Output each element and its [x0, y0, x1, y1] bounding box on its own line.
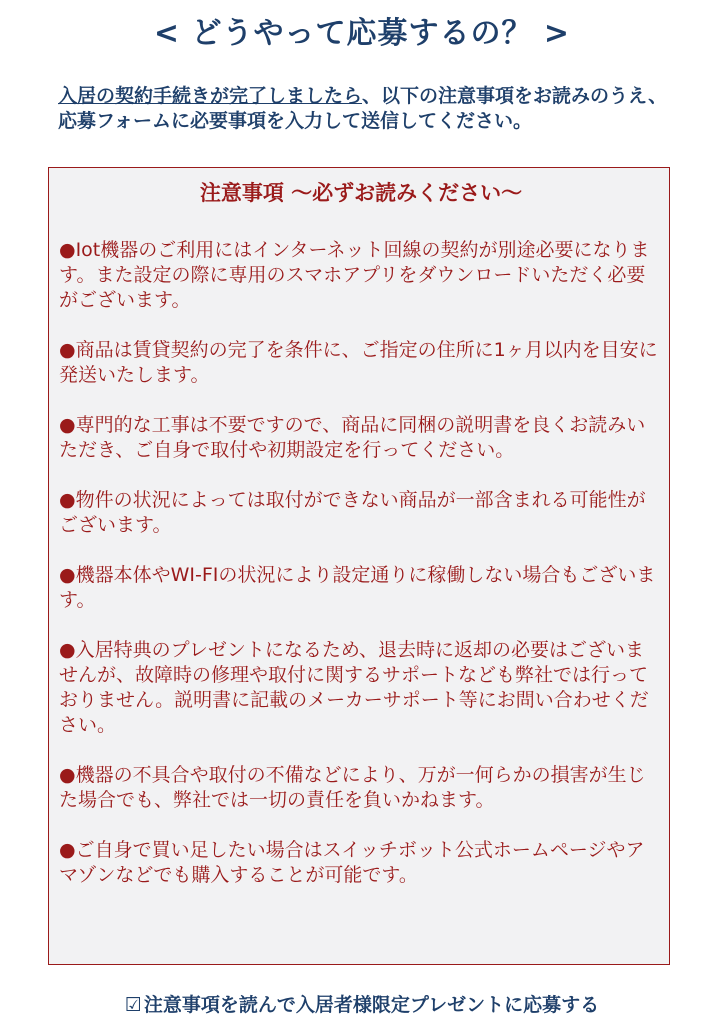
- notice-item-wifi: ●機器本体やWI-FIの状況により設定通りに稼働しない場合もございます。: [59, 564, 656, 611]
- apply-present-label: 注意事項を読んで入居者様限定プレゼントに応募する: [143, 994, 600, 1016]
- contract-complete-link[interactable]: 入居の契約手続きが完了しましたら: [58, 85, 363, 107]
- notice-heading: 注意事項 〜必ずお読みください〜: [199, 181, 523, 205]
- intro-text: [58, 84, 678, 134]
- notice-box: [48, 167, 670, 965]
- checkbox-icon: ☑: [124, 994, 142, 1016]
- notice-item-property-conditions: ●物件の状況によっては取付ができない商品が一部含まれる可能性がございます。: [59, 489, 646, 536]
- notice-item-support: ●入居特典のプレゼントになるため、退去時に返却の必要はございませんが、故障時の修理や取付に関するサポートなども弊社では行っておりません。説明書に記載のメーカーサポート等にお問い合わせください。: [59, 639, 649, 736]
- notice-item-liability: ●機器の不具合や取付の不備などにより、万が一何らかの損害が生じた場合でも、弊社では一切の責任を負いかねます。: [59, 764, 646, 811]
- notice-item-purchase: ●ご自身で買い足したい場合はスイッチボット公式ホームページやアマゾンなどでも購入することが可能です。: [59, 839, 645, 886]
- page-title: < どうやって応募するの？ >: [153, 16, 571, 51]
- notice-item-shipping: ●商品は賃貸契約の完了を条件に、ご指定の住所に1ヶ月以内を目安に発送いたします。: [59, 339, 658, 386]
- intro-rest-text: 、以下の注意事項をお読みのうえ、応募フォームに必要事項を入力して送信してください。: [58, 85, 668, 132]
- notice-item-installation: ●専門的な工事は不要ですので、商品に同梱の説明書を良くお読みいただき、ご自身で取付や初期設定を行ってください。: [59, 414, 646, 461]
- apply-present-link[interactable]: [0, 990, 724, 1017]
- notice-item-iot-internet: ●Iot機器のご利用にはインターネット回線の契約が別途必要になります。また設定の際に専用のスマホアプリをダウンロードいただく必要がございます。: [59, 239, 650, 311]
